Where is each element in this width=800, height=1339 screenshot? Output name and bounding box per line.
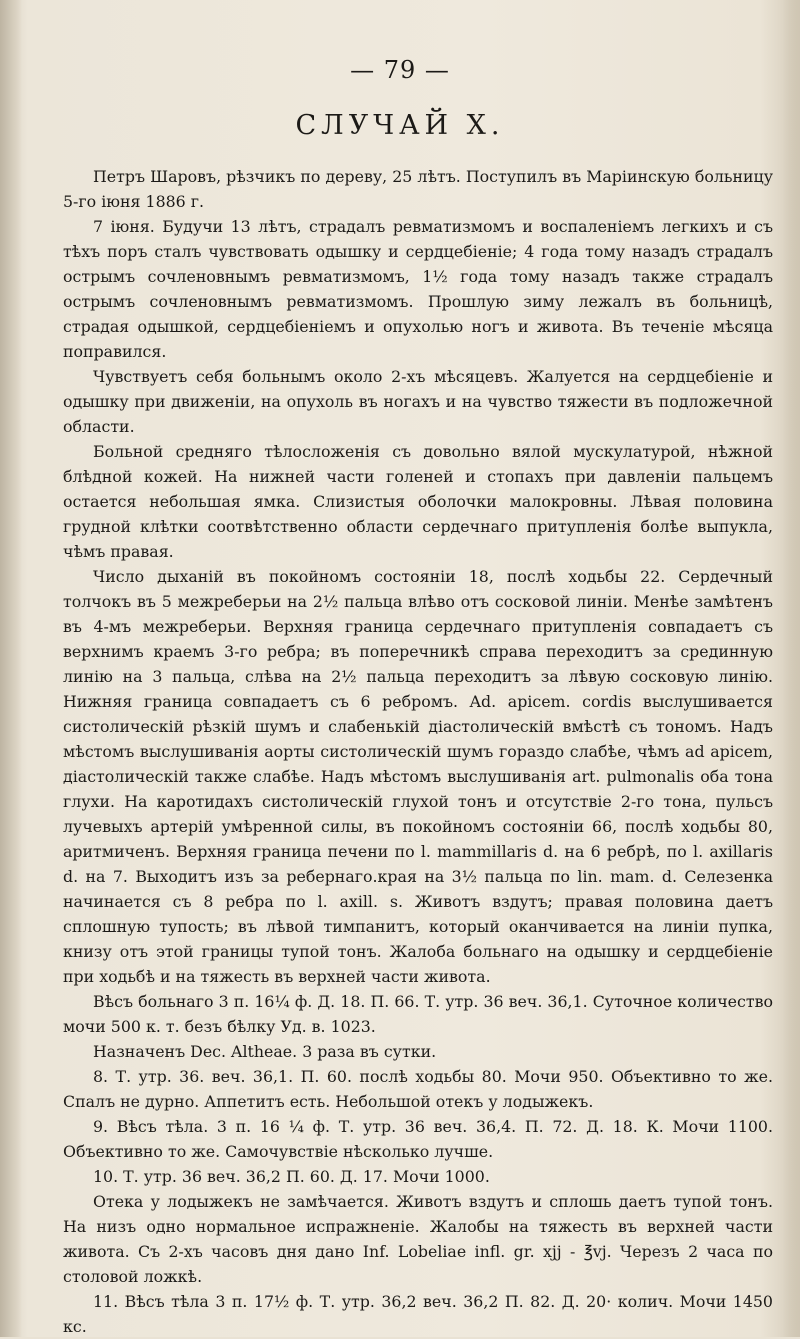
paragraph-examination: Число дыханій въ покойномъ состояніи 18, послѣ ходьбы 22. Сердечный толчокъ въ 5 межреберьи на 2½ пальца влѣво отъ сосковой линіи. Менѣе замѣтенъ въ 4-мъ межреберьи. Верхняя граница сердечнаго притупленія совпадаетъ съ верхнимъ краемъ 3-го ребра; въ поперечникѣ справа переходитъ за срединную линію на 3 пальца, слѣва на 2½ пальца переходитъ за лѣвую сосковую линію. Нижняя граница совпадаетъ съ 6 ребромъ. Ad. apicem. cordis выслушивается систолическій рѣзкій шумъ и слабенькій діастолическій вмѣстѣ съ тономъ. Надъ мѣстомъ выслушиванія аорты систолическій шумъ гораздо слабѣе, чѣмъ ad apicem, діастолическій также слабѣе. Надъ мѣстомъ выслушиванія art. pulmonalis оба тона глухи. На каротидахъ систолическій глухой тонъ и отсутствіе 2-го тона, пульсъ лучевыхъ артерій умѣренной силы, въ покойномъ состояніи 66, послѣ ходьбы 80, аритмиченъ. Верхняя граница печени по l. mammillaris d. на 6 ребрѣ, по l. axillaris d. на 7. Выходитъ изъ за ребернаго.края на 3½ пальца по lin. mam. d. Селезенка начинается съ 8 ребра по l. axill. s. Животъ вздутъ; правая половина даетъ сплошную тупость; въ лѣвой тимпанитъ, который оканчивается на линіи пупка, книзу отъ этой границы тупой тонъ. Жалоба больнаго на одышку и сердцебіеніе при ходьбѣ и на тяжесть въ верхней части живота.: [63, 567, 773, 986]
paragraph-weight: Вѣсъ больнаго 3 п. 16¼ ф. Д. 18. П. 66. Т. утр. 36 веч. 36,1. Суточное количество мочи 500 к. т. безъ бѣлку Уд. в. 1023.: [63, 992, 773, 1036]
page-number: — 79 —: [350, 56, 450, 84]
page-left-shadow: [0, 0, 22, 1337]
paragraph-day-11: 11. Вѣсъ тѣла 3 п. 17½ ф. Т. утр. 36,2 веч. 36,2 П. 82. Д. 20· колич. Мочи 1450 кс.: [63, 1292, 773, 1336]
paragraph-history: 7 іюня. Будучи 13 лѣтъ, страдалъ ревматизмомъ и воспаленіемъ легкихъ и съ тѣхъ поръ сталъ чувствовать одышку и сердцебіеніе; 4 года тому назадъ страдалъ острымъ сочленовнымъ ревматизмомъ, 1½ года тому назадъ также страдалъ острымъ сочленовнымъ ревматизмомъ. Прошлую зиму лежалъ въ больницѣ, страдая одышкой, сердцебіеніемъ и опухолью ногъ и живота. Въ теченіе мѣсяца поправился.: [63, 217, 773, 361]
paragraph-day-10-notes: Отека у лодыжекъ не замѣчается. Животъ вздутъ и сплошь даетъ тупой тонъ. На низъ одно нормальное испражненіе. Жалобы на тяжесть въ верхней части живота. Съ 2-хъ часовъ дня дано Inf. Lobeliae infl. gr. xjj - ℥vj. Черезъ 2 часа по столовой ложкѣ.: [63, 1192, 773, 1286]
paragraph-prescription: Назначенъ Dec. Altheae. 3 раза въ сутки.: [93, 1042, 437, 1061]
paragraph-day-9: 9. Вѣсъ тѣла. 3 п. 16 ¼ ф. Т. утр. 36 веч. 36,4. П. 72. Д. 18. К. Мочи 1100. Объективно то же. Самочувствіе нѣсколько лучше.: [63, 1117, 773, 1161]
paragraph-day-8: 8. Т. утр. 36. веч. 36,1. П. 60. послѣ ходьбы 80. Мочи 950. Объективно то же. Спалъ не дурно. Аппетитъ есть. Небольшой отекъ у лодыжекъ.: [63, 1067, 773, 1111]
case-body: [63, 164, 773, 1339]
paragraph-complaints: Чувствуетъ себя больнымъ около 2-хъ мѣсяцевъ. Жалуется на сердцебіеніе и одышку при движеніи, на опухоль въ ногахъ и на чувство тяжести въ подложечной области.: [63, 367, 773, 436]
page-right-shadow: [782, 0, 800, 1337]
case-title: СЛУЧАЙ X.: [295, 110, 505, 141]
paragraph-day-10: 10. Т. утр. 36 веч. 36,2 П. 60. Д. 17. Мочи 1000.: [93, 1167, 490, 1186]
paragraph-appearance: Больной средняго тѣлосложенія съ довольно вялой мускулатурой, нѣжной блѣдной кожей. На нижней части голеней и стопахъ при давленіи пальцемъ остается небольшая ямка. Слизистыя оболочки малокровны. Лѣвая половина грудной клѣтки соотвѣтственно области сердечнаго притупленія болѣе выпукла, чѣмъ правая.: [63, 442, 773, 561]
paragraph-admission: Петръ Шаровъ, рѣзчикъ по дереву, 25 лѣтъ. Поступилъ въ Маріинскую больницу 5-го іюня 1886 г.: [63, 167, 773, 211]
